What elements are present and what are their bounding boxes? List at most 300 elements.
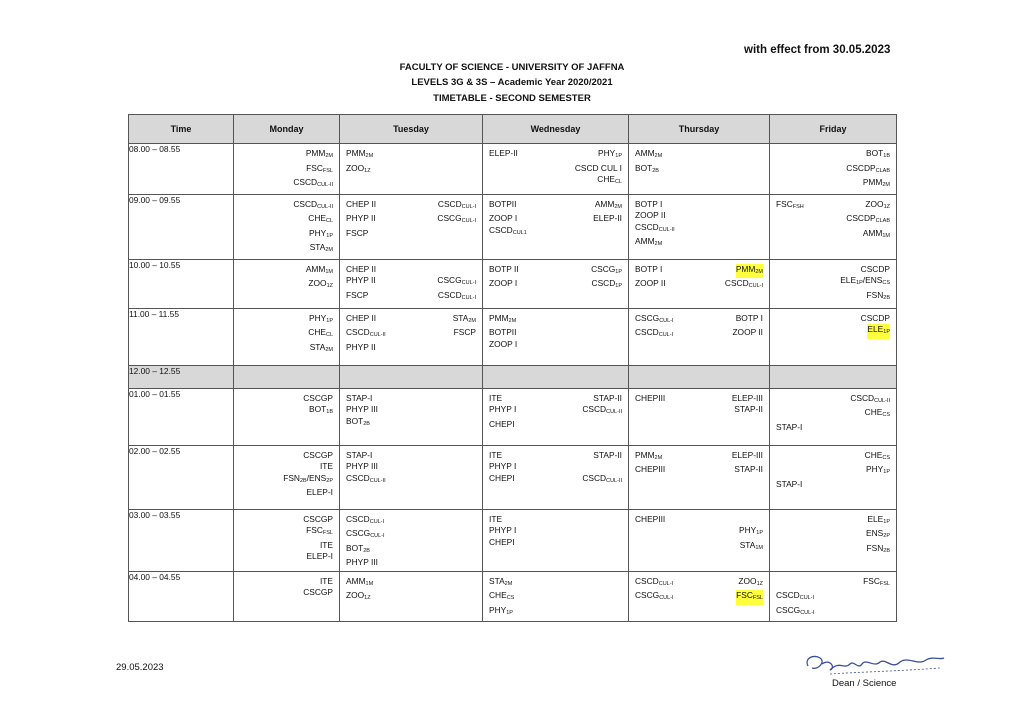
course-line — [240, 163, 333, 178]
course-code-right: $CSCD_{CUL-II}$ — [293, 177, 333, 188]
course-line — [776, 464, 890, 479]
slot-cell-tuesday — [340, 194, 483, 259]
course-line — [489, 605, 622, 620]
course-line — [489, 327, 622, 339]
timetable-row — [129, 509, 897, 571]
course-line — [346, 228, 476, 240]
course-line — [346, 148, 476, 163]
course-code-left: CHEPI — [489, 472, 515, 483]
course-line — [635, 163, 763, 178]
course-line — [240, 525, 333, 540]
course-code-right: STAP-II — [593, 392, 622, 403]
course-code-right: $PHY_{1P}$ — [598, 148, 622, 159]
course-line — [489, 525, 622, 537]
course-code-right: $CSCD_{CUL-II}$ — [850, 392, 890, 404]
course-code-left: $CSCG_{CUL-I}$ — [635, 312, 674, 324]
course-code-right: $PHY_{1P}$ — [866, 464, 890, 475]
column-header-friday: Friday — [770, 115, 897, 144]
time-slot: 10.00 – 10.55 — [129, 259, 234, 308]
course-code-right: CSCDP — [860, 312, 890, 323]
course-code-left: $CSCD_{CUL-I}$ — [776, 590, 815, 601]
course-code-right: $PHY_{1P}$ — [309, 227, 333, 239]
course-code-right: $STA_{2M}$ — [309, 341, 333, 353]
course-code-right: FSCP — [453, 327, 476, 337]
course-code-right: $CSCD_{CUL-II}$ — [293, 198, 333, 210]
course-code-right: BOTP I — [735, 312, 763, 323]
course-code-left: ZOOP I — [489, 278, 518, 288]
course-line — [240, 342, 333, 357]
course-code-left: $CSCD_{CUL-I}$ — [635, 575, 674, 587]
course-code-right: $FSC_{FSL}$ — [306, 162, 333, 174]
course-line — [346, 543, 476, 558]
course-code-right: $ENS_{2P}$ — [866, 528, 890, 539]
course-code-left: CHEPI — [489, 418, 515, 429]
slot-cell-friday — [770, 509, 897, 571]
course-code-left: ZOOP I — [489, 338, 518, 349]
slot-cell-thursday — [629, 259, 770, 308]
course-line — [489, 313, 622, 328]
course-line — [776, 407, 890, 422]
course-line — [346, 163, 476, 178]
course-line — [776, 528, 890, 543]
course-code-left: STAP-I — [776, 478, 803, 489]
course-line — [489, 264, 622, 279]
course-line — [489, 339, 622, 351]
course-line — [776, 422, 890, 434]
timetable-row — [129, 308, 897, 365]
course-code-right: STAP-II — [734, 464, 763, 474]
course-line — [489, 419, 622, 431]
course-line — [776, 590, 890, 605]
course-code-right: CSCGP — [303, 392, 333, 403]
course-line — [776, 393, 890, 408]
course-line — [346, 313, 476, 328]
course-code-left: CHEP II — [346, 263, 377, 274]
time-slot: 11.00 – 11.55 — [129, 308, 234, 365]
slot-cell-friday — [770, 365, 897, 388]
course-code-right: CSCGP — [303, 449, 333, 460]
course-code-right: $CSCD_{CUL-I}$ — [437, 198, 476, 210]
course-code-left: ITE — [489, 513, 503, 524]
course-code-right: $ZOO_{1Z}$ — [738, 575, 763, 587]
slot-cell-tuesday — [340, 445, 483, 509]
slot-cell-thursday — [629, 194, 770, 259]
course-code-right: $CSCG_{CUL-I}$ — [437, 275, 476, 286]
course-code-right: CSCGP — [303, 587, 333, 597]
slot-cell-thursday — [629, 509, 770, 571]
course-line — [776, 543, 890, 558]
course-code-left: CHEPIII — [635, 513, 666, 524]
course-code-right: $CHE_{CL}$ — [308, 213, 333, 224]
course-line — [346, 557, 476, 569]
slot-cell-monday — [234, 388, 340, 445]
course-code-left: CHEP II — [346, 198, 377, 209]
course-line — [240, 327, 333, 342]
course-code-right: CSCGP — [303, 513, 333, 524]
course-line — [240, 461, 333, 473]
course-code-left: $CSCD_{CUL1}$ — [489, 224, 527, 236]
course-code-right: ITE — [319, 461, 333, 471]
course-code-right: $FSN_{2B}/ENS_{2P}$ — [283, 472, 333, 484]
course-code-right: $STA_{2M}$ — [452, 312, 476, 324]
course-line — [635, 278, 763, 293]
course-line — [346, 327, 476, 342]
slot-cell-tuesday — [340, 259, 483, 308]
course-code-right: ELEP-III — [731, 449, 763, 460]
course-code-right: $ELE_{1P}$ — [867, 324, 890, 339]
course-code-left: ZOOP II — [635, 210, 666, 220]
course-code-left: PHYP I — [489, 404, 517, 414]
course-code-left: STAP-I — [346, 392, 373, 403]
course-line — [489, 404, 622, 419]
course-line — [346, 290, 476, 305]
lunch-break-row — [129, 365, 897, 388]
course-code-right: $CSCD_{1P}$ — [591, 278, 622, 289]
course-line — [635, 576, 763, 591]
course-code-left: CHEPIII — [635, 464, 666, 474]
course-code-right: $STA_{2M}$ — [309, 242, 333, 253]
timetable-row — [129, 144, 897, 195]
course-line — [240, 393, 333, 405]
slot-cell-monday — [234, 445, 340, 509]
timetable-row — [129, 445, 897, 509]
slot-cell-thursday — [629, 365, 770, 388]
course-line — [635, 313, 763, 328]
slot-cell-thursday — [629, 388, 770, 445]
timetable-body — [129, 144, 897, 622]
course-line — [776, 605, 890, 620]
time-slot: 02.00 – 02.55 — [129, 445, 234, 509]
course-line — [489, 450, 622, 462]
course-code-left: CHEP II — [346, 312, 377, 323]
course-line — [776, 450, 890, 465]
course-code-left: PHYP I — [489, 461, 517, 471]
course-code-left: $AMM_{2M}$ — [635, 236, 663, 247]
course-line — [489, 163, 622, 175]
course-line — [346, 450, 476, 462]
course-line — [489, 514, 622, 526]
course-code-right: ITE — [319, 575, 333, 586]
course-line — [346, 461, 476, 473]
course-line — [776, 313, 890, 325]
course-code-left: $CSCG_{CUL-I}$ — [776, 604, 815, 616]
course-line — [776, 576, 890, 591]
course-code-right: $ELE_{1P}$ — [867, 513, 890, 525]
course-line — [635, 464, 763, 476]
course-line — [240, 278, 333, 293]
course-line — [776, 290, 890, 305]
slot-cell-friday — [770, 388, 897, 445]
course-code-right: $STA_{1M}$ — [739, 539, 763, 551]
course-line — [776, 163, 890, 178]
course-code-left: CHEPI — [489, 536, 515, 547]
course-code-left: ELEP-II — [489, 148, 518, 158]
course-line — [489, 174, 622, 189]
slot-cell-tuesday — [340, 308, 483, 365]
course-code-right: ELEP-II — [593, 213, 622, 223]
course-code-right: $FSC_{FSL}$ — [863, 575, 890, 587]
course-code-right: $BOT_{1B}$ — [309, 404, 333, 415]
course-line — [240, 199, 333, 214]
course-code-right: $CSCDP_{CLAB}$ — [846, 213, 890, 224]
slot-cell-thursday — [629, 144, 770, 195]
slot-cell-monday — [234, 308, 340, 365]
course-line — [240, 487, 333, 499]
slot-cell-friday — [770, 308, 897, 365]
course-line — [240, 540, 333, 552]
dean-signatory: Dean / Science — [832, 678, 897, 689]
course-line — [489, 576, 622, 591]
time-slot: 04.00 – 04.55 — [129, 571, 234, 622]
timetable-subtitle: TIMETABLE - SECOND SEMESTER — [433, 93, 591, 104]
slot-cell-wednesday — [483, 308, 629, 365]
course-line — [240, 450, 333, 462]
course-line — [346, 264, 476, 276]
course-line — [635, 540, 763, 555]
course-code-right: $PMM_{2M}$ — [736, 264, 763, 279]
timetable-row — [129, 388, 897, 445]
course-line — [635, 148, 763, 163]
course-line — [489, 461, 622, 473]
course-code-left: $PMM_{2M}$ — [346, 148, 374, 159]
course-code-right: $ZOO_{1Z}$ — [308, 278, 333, 289]
course-line — [635, 210, 763, 222]
course-code-left: PHYP III — [346, 557, 378, 567]
course-code-left: $ZOO_{1Z}$ — [346, 590, 371, 601]
course-line — [240, 587, 333, 599]
course-code-right: $FSN_{2B}$ — [866, 542, 890, 554]
course-line — [346, 393, 476, 405]
course-code-right: $CHE_{CS}$ — [864, 407, 890, 418]
course-code-left: PHYP II — [346, 213, 376, 223]
course-code-left: $CSCD_{CUL-II}$ — [346, 327, 386, 338]
course-line — [489, 590, 622, 605]
course-code-right: $CSCG_{CUL-I}$ — [437, 213, 476, 224]
course-code-left: $CSCG_{CUL-I}$ — [346, 528, 385, 539]
slot-cell-tuesday — [340, 388, 483, 445]
slot-cell-friday — [770, 259, 897, 308]
course-code-left: $CSCD_{CUL-I}$ — [346, 513, 385, 525]
course-code-left: STAP-I — [346, 449, 373, 460]
signature — [800, 648, 950, 682]
course-code-left: BOTP II — [489, 263, 519, 274]
course-line — [489, 473, 622, 488]
course-line — [489, 213, 622, 225]
effective-date: with effect from 30.05.2023 — [744, 44, 891, 56]
slot-cell-wednesday — [483, 365, 629, 388]
course-line — [489, 278, 622, 293]
course-line — [240, 242, 333, 257]
course-line — [776, 199, 890, 214]
column-header-monday: Monday — [234, 115, 340, 144]
slot-cell-monday — [234, 144, 340, 195]
course-code-left: $BOT_{2B}$ — [635, 162, 659, 174]
course-code-left: PHYP III — [346, 461, 378, 471]
course-line — [346, 404, 476, 416]
course-line — [635, 393, 763, 405]
course-code-right: STAP-II — [734, 404, 763, 414]
course-code-left: ITE — [489, 449, 503, 460]
course-code-left: BOTP I — [635, 198, 663, 209]
course-code-left: $CHE_{CS}$ — [489, 590, 515, 601]
course-code-left: $PMM_{2M}$ — [635, 449, 663, 461]
course-code-left: PHYP II — [346, 275, 376, 285]
course-code-right: $CSCG_{1P}$ — [591, 263, 622, 275]
slot-cell-wednesday — [483, 509, 629, 571]
column-header-tuesday: Tuesday — [340, 115, 483, 144]
timetable-row — [129, 571, 897, 622]
course-line — [240, 576, 333, 588]
course-line — [240, 228, 333, 243]
slot-cell-tuesday — [340, 365, 483, 388]
course-line — [635, 264, 763, 279]
time-slot: 09.00 – 09.55 — [129, 194, 234, 259]
course-code-right: $CSCD_{CUL-II}$ — [582, 404, 622, 415]
course-code-left: $ZOO_{1Z}$ — [346, 162, 371, 174]
course-line — [346, 514, 476, 529]
course-code-right: ITE — [319, 539, 333, 550]
slot-cell-monday — [234, 194, 340, 259]
course-line — [776, 177, 890, 192]
course-line — [635, 450, 763, 465]
slot-cell-thursday — [629, 308, 770, 365]
course-line — [240, 177, 333, 192]
time-slot: 12.00 – 12.55 — [129, 365, 234, 388]
course-code-right: $FSC_{FSL}$ — [306, 525, 333, 536]
timetable-row — [129, 194, 897, 259]
course-code-right: $CHE_{CL}$ — [597, 174, 622, 185]
course-line — [776, 213, 890, 228]
time-slot: 08.00 – 08.55 — [129, 144, 234, 195]
course-code-right: ELEP-III — [731, 392, 763, 403]
course-code-right: $CSCD_{CUL-I}$ — [437, 289, 476, 301]
faculty-title: FACULTY OF SCIENCE - UNIVERSITY OF JAFFNA — [399, 62, 625, 73]
course-code-left: FSCP — [346, 289, 369, 300]
slot-cell-friday — [770, 144, 897, 195]
course-line — [346, 416, 476, 431]
course-code-left: $PHY_{1P}$ — [489, 604, 513, 616]
course-code-right: $PMM_{2M}$ — [305, 148, 333, 159]
time-slot: 01.00 – 01.55 — [129, 388, 234, 445]
course-line — [240, 264, 333, 279]
course-line — [240, 404, 333, 419]
course-code-right: $CHE_{CS}$ — [864, 449, 890, 461]
course-line — [635, 404, 763, 416]
course-line — [240, 514, 333, 526]
levels-subtitle: LEVELS 3G & 3S – Academic Year 2020/2021 — [411, 77, 613, 88]
course-code-right: $BOT_{1B}$ — [866, 148, 890, 159]
course-line — [776, 148, 890, 163]
course-line — [489, 225, 622, 240]
course-line — [489, 537, 622, 549]
slot-cell-tuesday — [340, 144, 483, 195]
course-line — [346, 275, 476, 290]
course-code-right: $AMM_{2M}$ — [594, 198, 622, 210]
course-code-left: BOTP I — [635, 263, 663, 274]
slot-cell-monday — [234, 259, 340, 308]
course-code-left: $AMM_{1M}$ — [346, 575, 374, 587]
course-code-left: $AMM_{2M}$ — [635, 148, 663, 159]
course-line — [346, 213, 476, 228]
course-code-left: $PMM_{2M}$ — [489, 312, 517, 324]
course-code-right: $CSCDP_{CLAB}$ — [846, 162, 890, 174]
course-code-left: $BOT_{2B}$ — [346, 415, 370, 427]
slot-cell-wednesday — [483, 571, 629, 622]
course-code-right: $PHY_{1P}$ — [739, 525, 763, 536]
course-code-right: $AMM_{1M}$ — [305, 263, 333, 275]
course-line — [240, 313, 333, 328]
course-line — [776, 228, 890, 243]
course-code-left: ITE — [489, 392, 503, 403]
course-line — [635, 327, 763, 342]
course-code-right: ELEP-I — [306, 551, 333, 561]
course-line — [240, 473, 333, 488]
course-code-right: $FSN_{2B}$ — [866, 289, 890, 301]
course-line — [635, 590, 763, 605]
slot-cell-monday — [234, 365, 340, 388]
course-code-left: $CSCD_{CUL-II}$ — [346, 472, 386, 484]
course-code-right: ELEP-I — [306, 487, 333, 497]
slot-cell-monday — [234, 571, 340, 622]
column-header-thursday: Thursday — [629, 115, 770, 144]
column-header-wednesday: Wednesday — [483, 115, 629, 144]
header-row — [129, 115, 897, 144]
course-line — [776, 264, 890, 276]
course-line — [346, 342, 476, 354]
course-line — [776, 479, 890, 491]
slot-cell-wednesday — [483, 388, 629, 445]
slot-cell-wednesday — [483, 445, 629, 509]
slot-cell-friday — [770, 445, 897, 509]
course-code-right: $ZOO_{1Z}$ — [865, 198, 890, 210]
course-code-left: ZOOP I — [489, 213, 518, 223]
course-line — [240, 148, 333, 163]
course-code-right: ZOOP II — [732, 327, 763, 337]
course-line — [635, 514, 763, 526]
course-line — [489, 393, 622, 405]
course-code-left: PHYP III — [346, 404, 378, 414]
slot-cell-tuesday — [340, 571, 483, 622]
course-code-right: CSCD CUL I — [574, 162, 622, 173]
course-code-left: BOTPII — [489, 327, 517, 337]
course-code-right: $ELE_{1P}/ENS_{CS}$ — [840, 275, 890, 286]
course-line — [240, 551, 333, 563]
course-line — [776, 324, 890, 339]
course-code-left: $CSCD_{CUL-I}$ — [635, 327, 674, 338]
course-code-right: $CHE_{CL}$ — [308, 327, 333, 338]
issue-date: 29.05.2023 — [116, 662, 164, 673]
course-line — [346, 473, 476, 488]
course-code-left: $CSCD_{CUL-II}$ — [635, 221, 675, 233]
course-code-right: $CSCD_{CUL-I}$ — [724, 278, 763, 289]
course-code-left: ZOOP II — [635, 278, 666, 288]
course-code-left: PHYP I — [489, 525, 517, 535]
course-code-left: $CSCG_{CUL-I}$ — [635, 590, 674, 601]
time-slot: 03.00 – 03.55 — [129, 509, 234, 571]
course-code-left: $STA_{2M}$ — [489, 575, 513, 587]
slot-cell-monday — [234, 509, 340, 571]
course-code-right: $CSCD_{CUL-II}$ — [582, 472, 622, 484]
course-code-right: $AMM_{1M}$ — [862, 227, 890, 239]
slot-cell-tuesday — [340, 509, 483, 571]
course-code-left: $BOT_{2B}$ — [346, 542, 370, 554]
course-code-right: CSCDP — [860, 263, 890, 274]
course-code-left: CHEPIII — [635, 392, 666, 403]
course-code-left: PHYP II — [346, 341, 376, 352]
course-code-right: $FSC_{FSL}$ — [736, 590, 763, 605]
slot-cell-friday — [770, 571, 897, 622]
slot-cell-wednesday — [483, 194, 629, 259]
